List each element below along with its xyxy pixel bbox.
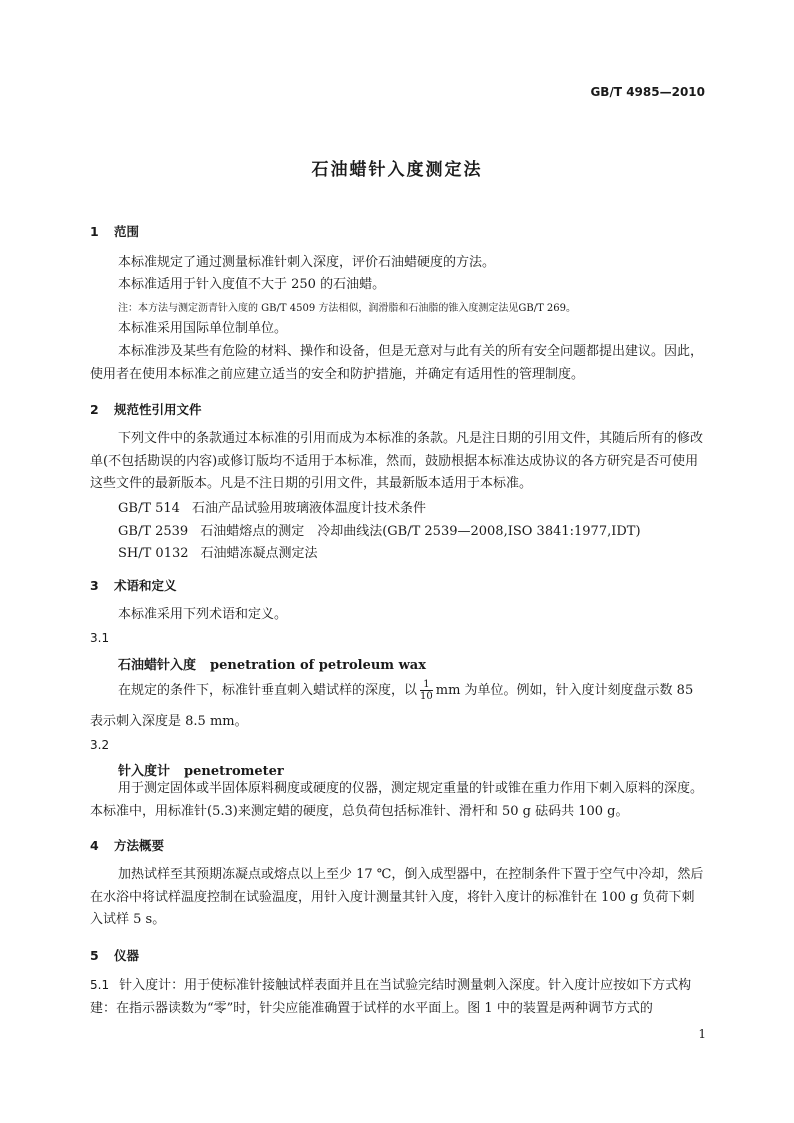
paragraph: 下列文件中的条款通过本标准的引用而成为本标准的条款。凡是注日期的引用文件，其随后所有的修改单(不包括勘误的内容)或修订版均不适用于本标准，然而，鼓励根据本标准达成协议的各方研究是否可使用这些文件的最新版本。凡是不注日期的引用文件，其最新版本适用于本标准。: [90, 431, 704, 491]
term-english: penetrometer: [184, 764, 284, 779]
definition-text: 在规定的条件下，标准针垂直刺入蜡试样的深度，以: [118, 683, 418, 698]
section-title: 方法概要: [114, 838, 165, 853]
section-heading-normative: [90, 400, 202, 418]
section-number: 5: [90, 948, 99, 963]
reference-code: GB/T 2539: [118, 524, 189, 539]
document-title: 石油蜡针入度测定法: [311, 160, 483, 180]
clause-number: 3.2: [90, 738, 110, 752]
paragraph: 本标准采用国际单位制单位。: [118, 321, 288, 336]
section-title: 术语和定义: [114, 578, 177, 593]
reference-item: [118, 520, 641, 539]
term-chinese: 针入度计: [118, 764, 171, 779]
document-id: GB/T 4985—2010: [590, 85, 705, 99]
term-entry: [118, 654, 426, 673]
definition-text: mm 为单位。例如，针入度计刻度盘示数 85: [435, 683, 694, 698]
paragraph: 本标准规定了通过测量标准针刺入深度，评价石油蜡硬度的方法。: [118, 255, 496, 270]
reference-title: 石油蜡冻凝点测定法: [200, 546, 318, 561]
fraction: [420, 679, 433, 702]
paragraph: 本标准涉及某些有危险的材料、操作和设备，但是无意对与此有关的所有安全问题都提出建议。因此，使用者在使用本标准之前应建立适当的安全和防护措施，并确定有适用性的管理制度。: [90, 344, 704, 382]
paragraph: 用于测定固体或半固体原料稠度或硬度的仪器，测定规定重量的针或锥在重力作用下刺入原料的深度。本标准中，用标准针(5.3)来测定蜡的硬度，总负荷包括标准针、滑杆和 50 g 砝码共 100 g。: [90, 781, 704, 819]
reference-title: 石油蜡熔点的测定 冷却曲线法(GB/T 2539—2008,ISO 3841:1977,IDT): [200, 524, 641, 539]
section-number: 1: [90, 224, 99, 239]
reference-item: [118, 497, 426, 516]
clause-paragraph: [90, 974, 706, 1020]
reference-code: GB/T 514: [118, 501, 180, 516]
clause-number: 5.1: [90, 978, 110, 992]
term-entry: [118, 760, 284, 779]
section-heading-scope: [90, 222, 139, 240]
section-number: 4: [90, 838, 99, 853]
note-text: 注：本方法与测定沥青针入度的 GB/T 4509 方法相似，润滑脂和石油脂的锥入度测定法见GB/T 269。: [118, 303, 577, 314]
fraction-numerator: 1: [420, 679, 433, 691]
paragraph: 表示刺入深度是 8.5 mm。: [90, 714, 248, 729]
term-english: penetration of petroleum wax: [210, 658, 426, 673]
paragraph: 本标准适用于针入度值不大于 250 的石油蜡。: [118, 277, 386, 292]
section-title: 范围: [114, 224, 140, 239]
reference-title: 石油产品试验用玻璃液体温度计技术条件: [191, 501, 426, 516]
section-number: 3: [90, 578, 99, 593]
clause-number: 3.1: [90, 631, 110, 645]
section-heading-apparatus: [90, 946, 139, 964]
fraction-denominator: 10: [420, 691, 433, 702]
section-title: 规范性引用文件: [114, 402, 202, 417]
page-number: 1: [698, 1027, 706, 1041]
section-heading-method: [90, 836, 164, 854]
reference-item: [118, 542, 318, 561]
reference-code: SH/T 0132: [118, 546, 189, 561]
paragraph: 加热试样至其预期冻凝点或熔点以上至少 17 ℃，倒入成型器中，在控制条件下置于空气中冷却，然后在水浴中将试样温度控制在试验温度，用针入度计测量其针入度，将针入度计的标准针在 100 g 负荷下刺入试样 5 s。: [90, 867, 704, 927]
term-definition: [118, 679, 693, 702]
section-number: 2: [90, 402, 99, 417]
term-chinese: 石油蜡针入度: [118, 658, 197, 673]
clause-text: 针入度计：用于使标准针接触试样表面并且在当试验完结时测量刺入深度。针入度计应按如下方式构建：在指示器读数为“零”时，针尖应能准确置于试样的水平面上。图 1 中的装置是两种调节方式的: [90, 978, 692, 1016]
section-title: 仪器: [114, 948, 140, 963]
paragraph: 本标准采用下列术语和定义。: [118, 607, 288, 622]
section-heading-terms: [90, 576, 177, 594]
